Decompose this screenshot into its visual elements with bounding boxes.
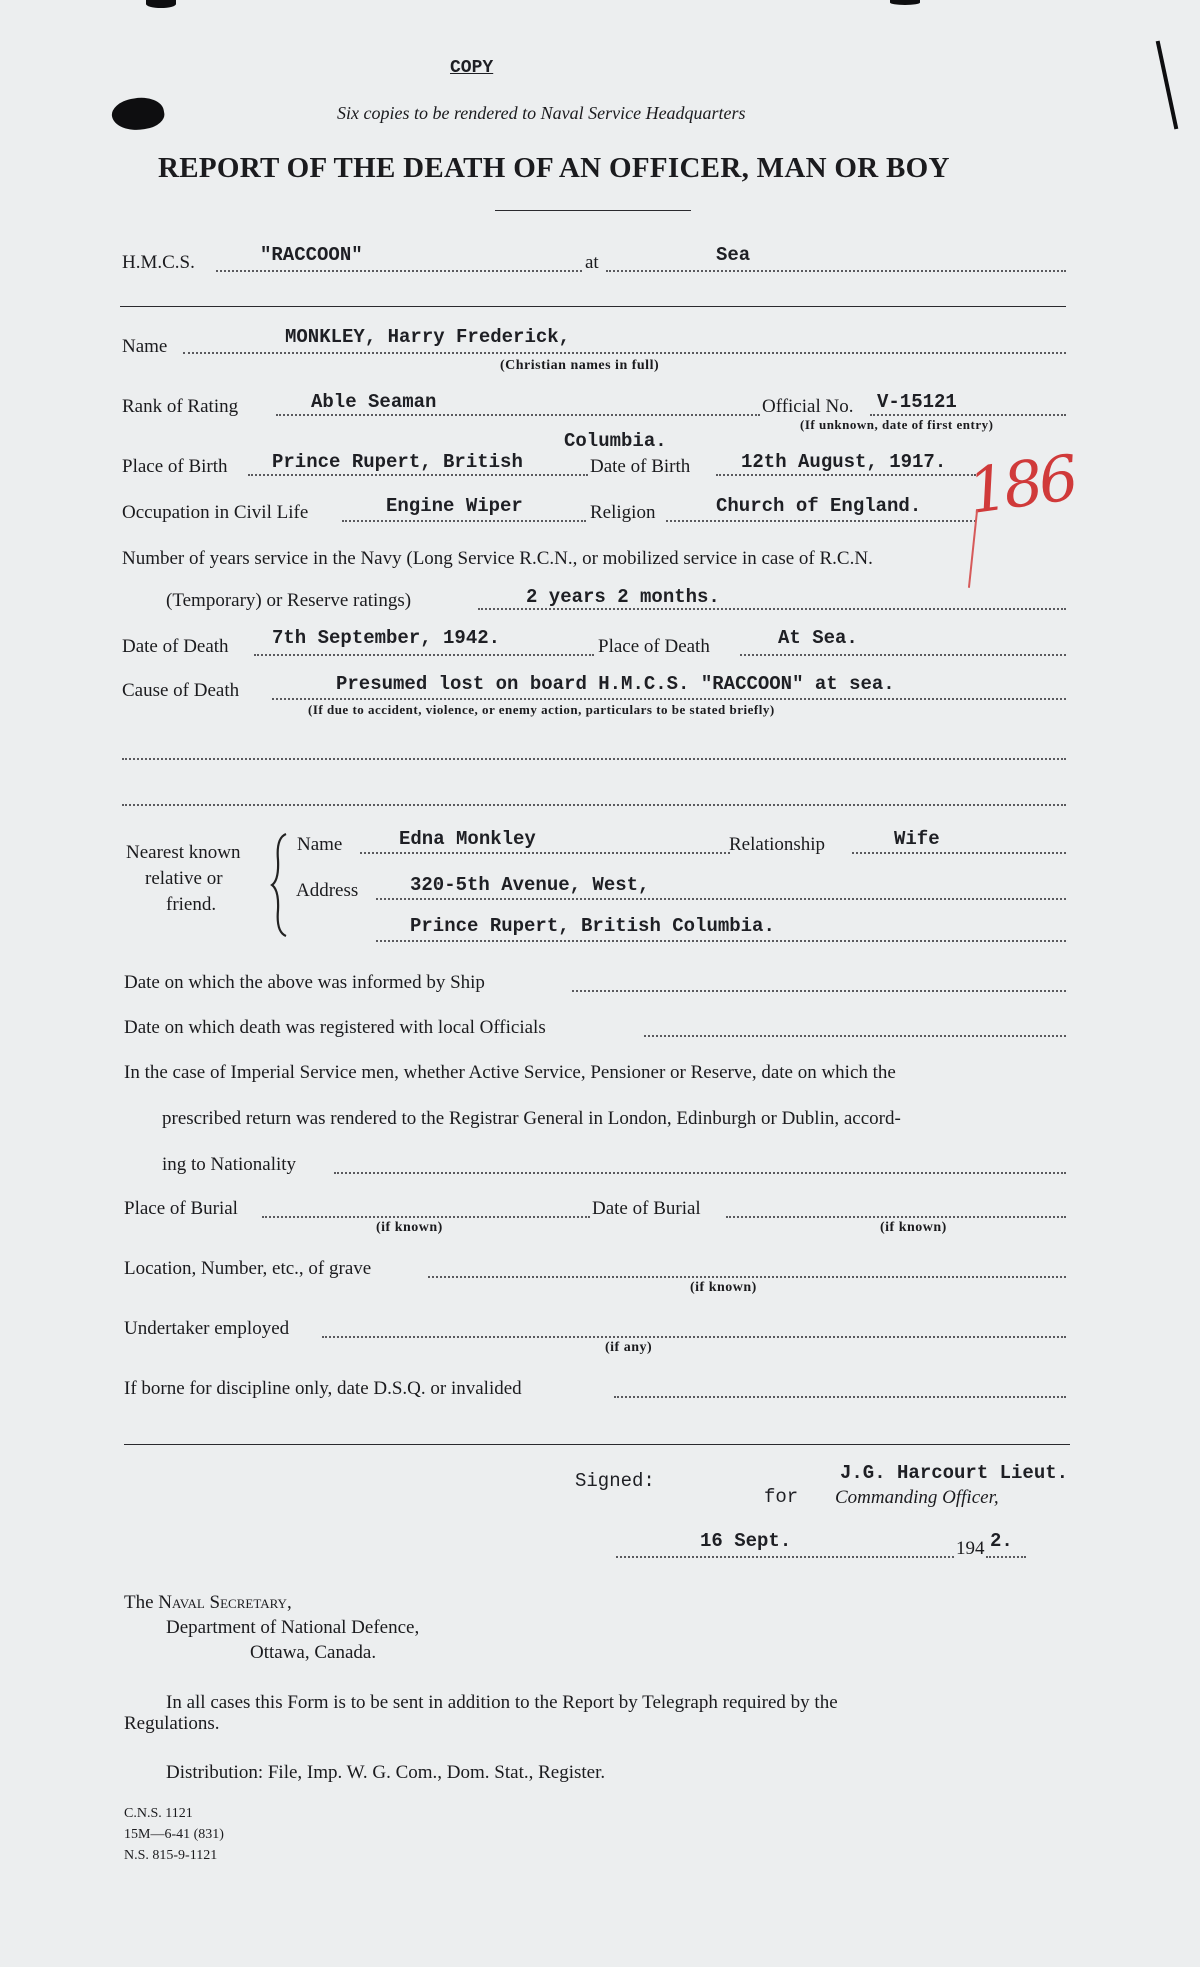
hmcs-value: "RACCOON" xyxy=(260,244,363,266)
name-note: (Christian names in full) xyxy=(500,358,660,373)
at-dots xyxy=(606,270,1066,272)
occupation-label: Occupation in Civil Life xyxy=(122,502,309,523)
form-title: REPORT OF THE DEATH OF AN OFFICER, MAN OR BOY xyxy=(158,152,950,184)
name-value: MONKLEY, Harry Frederick, xyxy=(285,326,571,348)
address-label: Address xyxy=(296,880,359,901)
informed-dots xyxy=(572,990,1066,992)
relative-brace xyxy=(270,830,292,940)
rank-dots xyxy=(276,414,760,416)
signature-date-value: 16 Sept. xyxy=(700,1530,792,1552)
cause-dots xyxy=(272,698,1066,700)
relative-name-dots xyxy=(360,852,730,854)
distribution-note: Distribution: File, Imp. W. G. Com., Dom. Stat., Register. xyxy=(166,1762,606,1783)
undertaker-dots xyxy=(322,1336,1066,1338)
rank-label: Rank of Rating xyxy=(122,396,239,417)
signature-date-dots xyxy=(616,1556,954,1558)
undertaker-label: Undertaker employed xyxy=(124,1318,290,1339)
form-code-1: C.N.S. 1121 xyxy=(124,1806,193,1821)
service-dots xyxy=(478,608,1066,610)
section-rule-1 xyxy=(120,306,1066,307)
for-label: for xyxy=(764,1486,799,1508)
naval-secretary-prefix: The xyxy=(124,1592,154,1613)
registered-label: Date on which death was registered with local Officials xyxy=(124,1017,546,1038)
discipline-label: If borne for discipline only, date D.S.Q. or invalided xyxy=(124,1378,522,1399)
grave-dots xyxy=(428,1276,1066,1278)
rank-value: Able Seaman xyxy=(311,391,437,413)
at-value: Sea xyxy=(716,244,751,266)
relative-name-value: Edna Monkley xyxy=(399,828,536,850)
burial-date-note: (if known) xyxy=(880,1220,947,1235)
copies-instruction: Six copies to be rendered to Naval Service Headquarters xyxy=(337,103,746,123)
relative-group-label-3: friend. xyxy=(166,894,217,915)
punch-hole xyxy=(110,94,167,135)
name-dots xyxy=(183,352,1066,354)
ottawa-line: Ottawa, Canada. xyxy=(250,1642,377,1663)
occupation-dots xyxy=(342,520,586,522)
grave-note: (if known) xyxy=(690,1280,757,1295)
naval-secretary-name: Naval Secretary, xyxy=(158,1592,292,1613)
hmcs-dots xyxy=(216,270,582,272)
death-place-label: Place of Death xyxy=(598,636,710,657)
relationship-value: Wife xyxy=(894,828,940,850)
commanding-officer-label: Commanding Officer, xyxy=(835,1487,999,1508)
burial-place-label: Place of Burial xyxy=(124,1198,238,1219)
signature-year-suffix: 2. xyxy=(990,1530,1013,1552)
birth-date-dots xyxy=(716,474,976,476)
discipline-dots xyxy=(614,1396,1066,1398)
informed-label: Date on which the above was informed by Ship xyxy=(124,972,485,993)
relationship-label: Relationship xyxy=(729,834,826,855)
birth-place-label: Place of Birth xyxy=(122,456,228,477)
imperial-label-1: In the case of Imperial Service men, whether Active Service, Pensioner or Reserve, date on which the xyxy=(124,1062,896,1083)
hmcs-label: H.M.C.S. xyxy=(122,252,195,273)
naval-secretary-line xyxy=(124,1592,292,1614)
form-code-2: 15M—6-41 (831) xyxy=(124,1827,224,1842)
burial-place-dots xyxy=(262,1216,590,1218)
death-date-dots xyxy=(254,654,594,656)
death-date-value: 7th September, 1942. xyxy=(272,627,501,649)
signer-name: J.G. Harcourt Lieut. xyxy=(840,1462,1069,1484)
address-dots-1 xyxy=(376,898,1066,900)
torn-edge-right xyxy=(1156,41,1179,130)
official-no-value: V-15121 xyxy=(877,391,957,413)
copy-stamp: COPY xyxy=(450,58,494,78)
address-line-1: 320-5th Avenue, West, xyxy=(410,874,650,896)
signature-year-prefix: 194 xyxy=(956,1538,985,1559)
death-place-value: At Sea. xyxy=(778,627,858,649)
religion-label: Religion xyxy=(590,502,656,523)
registered-dots xyxy=(644,1035,1066,1037)
cause-note: (If due to accident, violence, or enemy action, particulars to be stated briefly) xyxy=(308,702,775,717)
margin-number-handwritten: 186 xyxy=(963,440,1079,529)
birth-place-dots xyxy=(248,474,588,476)
death-date-label: Date of Death xyxy=(122,636,229,657)
signature-year-dots xyxy=(986,1556,1026,1558)
imperial-label-2: prescribed return was rendered to the Registrar General in London, Edinburgh or Dublin, accord- xyxy=(162,1108,901,1129)
birth-date-value: 12th August, 1917. xyxy=(741,451,947,473)
service-label-1: Number of years service in the Navy (Long Service R.C.N., or mobilized service in case of R.C.N. xyxy=(122,548,873,569)
address-line-2: Prince Rupert, British Columbia. xyxy=(410,915,775,937)
relationship-dots xyxy=(852,852,1066,854)
occupation-value: Engine Wiper xyxy=(386,495,523,517)
relative-name-label: Name xyxy=(297,834,343,855)
undertaker-note: (if any) xyxy=(605,1340,653,1355)
title-rule xyxy=(495,210,691,211)
telegraph-note-2: Regulations. xyxy=(124,1713,220,1734)
relative-group-label-1: Nearest known xyxy=(126,842,241,863)
signed-label: Signed: xyxy=(575,1470,655,1492)
form-code-3: N.S. 815-9-1121 xyxy=(124,1848,218,1863)
cause-value: Presumed lost on board H.M.C.S. "RACCOON" at sea. xyxy=(336,673,895,695)
grave-label: Location, Number, etc., of grave xyxy=(124,1258,372,1279)
imperial-dots xyxy=(334,1172,1066,1174)
burial-date-label: Date of Burial xyxy=(592,1198,701,1219)
burial-date-dots xyxy=(726,1216,1066,1218)
cause-label: Cause of Death xyxy=(122,680,240,701)
at-label: at xyxy=(585,252,599,273)
birth-place-value: Prince Rupert, British xyxy=(272,451,523,473)
death-place-dots xyxy=(740,654,1066,656)
cause-extra-dots-2 xyxy=(122,804,1066,806)
service-value: 2 years 2 months. xyxy=(526,586,720,608)
address-dots-2 xyxy=(376,940,1066,942)
name-label: Name xyxy=(122,336,168,357)
religion-dots xyxy=(666,520,976,522)
torn-edge-top-right xyxy=(890,0,920,5)
official-no-note: (If unknown, date of first entry) xyxy=(800,417,994,432)
relative-group-label-2: relative or xyxy=(145,868,223,889)
official-no-dots xyxy=(870,414,1066,416)
imperial-label-3: ing to Nationality xyxy=(162,1154,297,1175)
birth-place-value-2: Columbia. xyxy=(564,430,667,452)
section-rule-2 xyxy=(124,1444,1070,1445)
cause-extra-dots-1 xyxy=(122,758,1066,760)
official-no-label: Official No. xyxy=(762,396,854,417)
birth-date-label: Date of Birth xyxy=(590,456,691,477)
religion-value: Church of England. xyxy=(716,495,922,517)
service-label-2: (Temporary) or Reserve ratings) xyxy=(166,590,412,611)
telegraph-note-1: In all cases this Form is to be sent in addition to the Report by Telegraph required by the xyxy=(166,1692,838,1713)
burial-place-note: (if known) xyxy=(376,1220,443,1235)
torn-edge-top xyxy=(146,0,176,8)
department-line: Department of National Defence, xyxy=(166,1617,420,1638)
